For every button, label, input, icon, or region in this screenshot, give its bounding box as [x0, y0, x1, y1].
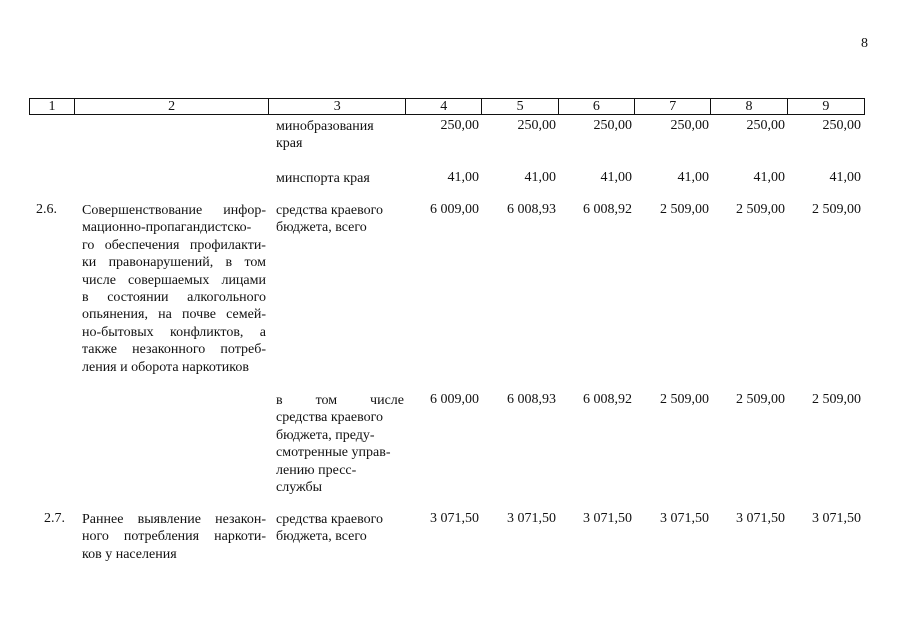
source-line: средства краевого: [276, 203, 383, 218]
value-cell: 41,00: [677, 170, 709, 185]
header-cell: 7: [635, 99, 711, 114]
value-cell: 41,00: [829, 170, 861, 185]
item-number: 2.7.: [44, 511, 65, 526]
value-cell: 2 509,00: [660, 392, 709, 407]
value-cell: 250,00: [593, 118, 632, 133]
source-line: бюджета, всего: [276, 529, 367, 545]
header-cell: 2: [75, 99, 270, 114]
source-line: бюджета, всего: [276, 220, 367, 236]
funding-source: [276, 118, 404, 153]
header-cell: 6: [559, 99, 635, 114]
name-line: Совершенствование инфор-: [82, 203, 266, 218]
value-cell: 2 509,00: [812, 202, 861, 217]
source-line: средства краевого: [276, 410, 383, 426]
header-cell: 3: [269, 99, 406, 114]
value-cell: 6 008,92: [583, 202, 632, 217]
value-cell: 6 009,00: [430, 392, 479, 407]
source-line: минспорта края: [276, 171, 370, 186]
value-cell: 2 509,00: [736, 202, 785, 217]
header-cell: 8: [711, 99, 787, 114]
source-line: бюджета, преду-: [276, 427, 375, 443]
funding-source: [276, 202, 404, 237]
value-cell: 6 009,00: [430, 202, 479, 217]
value-cell: 250,00: [517, 118, 556, 133]
source-line: смотренные управ-: [276, 445, 391, 461]
name-line: также незаконного потреб-: [82, 342, 266, 358]
value-cell: 6 008,93: [507, 202, 556, 217]
value-cell: 2 509,00: [736, 392, 785, 407]
name-line: Раннее выявление незакон-: [82, 512, 266, 527]
name-line: числе совершаемых лицами: [82, 272, 266, 288]
name-line: в состоянии алкогольного: [82, 290, 266, 306]
item-name: [82, 511, 266, 563]
source-line: в том числе: [276, 393, 404, 408]
name-line: мационно-пропагандистско-: [82, 220, 252, 236]
value-cell: 41,00: [524, 170, 556, 185]
page-number: 8: [861, 36, 868, 51]
source-line: лению пресс-: [276, 462, 357, 478]
funding-source: [276, 392, 404, 496]
name-line: ки правонарушений, в том: [82, 255, 266, 271]
funding-source: [276, 511, 404, 546]
header-cell: 1: [30, 99, 75, 114]
value-cell: 250,00: [440, 118, 479, 133]
value-cell: 250,00: [822, 118, 861, 133]
source-line: минобразования: [276, 119, 374, 134]
value-cell: 3 071,50: [583, 511, 632, 526]
table-header: [29, 98, 865, 115]
value-cell: 2 509,00: [812, 392, 861, 407]
item-number: 2.6.: [36, 202, 57, 217]
source-line: службы: [276, 480, 323, 496]
name-line: но-бытовых конфликтов, а: [82, 324, 266, 340]
value-cell: 3 071,50: [507, 511, 556, 526]
value-cell: 6 008,93: [507, 392, 556, 407]
value-cell: 3 071,50: [660, 511, 709, 526]
name-line: ков у населения: [82, 546, 177, 562]
value-cell: 41,00: [600, 170, 632, 185]
value-cell: 41,00: [753, 170, 785, 185]
value-cell: 2 509,00: [660, 202, 709, 217]
value-cell: 250,00: [670, 118, 709, 133]
source-line: средства краевого: [276, 512, 383, 527]
name-line: ления и оборота наркотиков: [82, 359, 249, 375]
item-name: [82, 202, 266, 376]
name-line: опьянения, на почве семей-: [82, 307, 266, 323]
value-cell: 3 071,50: [812, 511, 861, 526]
header-cell: 9: [822, 99, 830, 114]
name-line: ного потребления наркоти-: [82, 529, 266, 545]
source-line: края: [276, 136, 303, 152]
header-cell: 4: [406, 99, 482, 114]
value-cell: 250,00: [746, 118, 785, 133]
header-cell: 5: [482, 99, 558, 114]
value-cell: 3 071,50: [430, 511, 479, 526]
value-cell: 41,00: [447, 170, 479, 185]
funding-source: [276, 170, 404, 187]
name-line: го обеспечения профилакти-: [82, 237, 266, 253]
value-cell: 3 071,50: [736, 511, 785, 526]
value-cell: 6 008,92: [583, 392, 632, 407]
